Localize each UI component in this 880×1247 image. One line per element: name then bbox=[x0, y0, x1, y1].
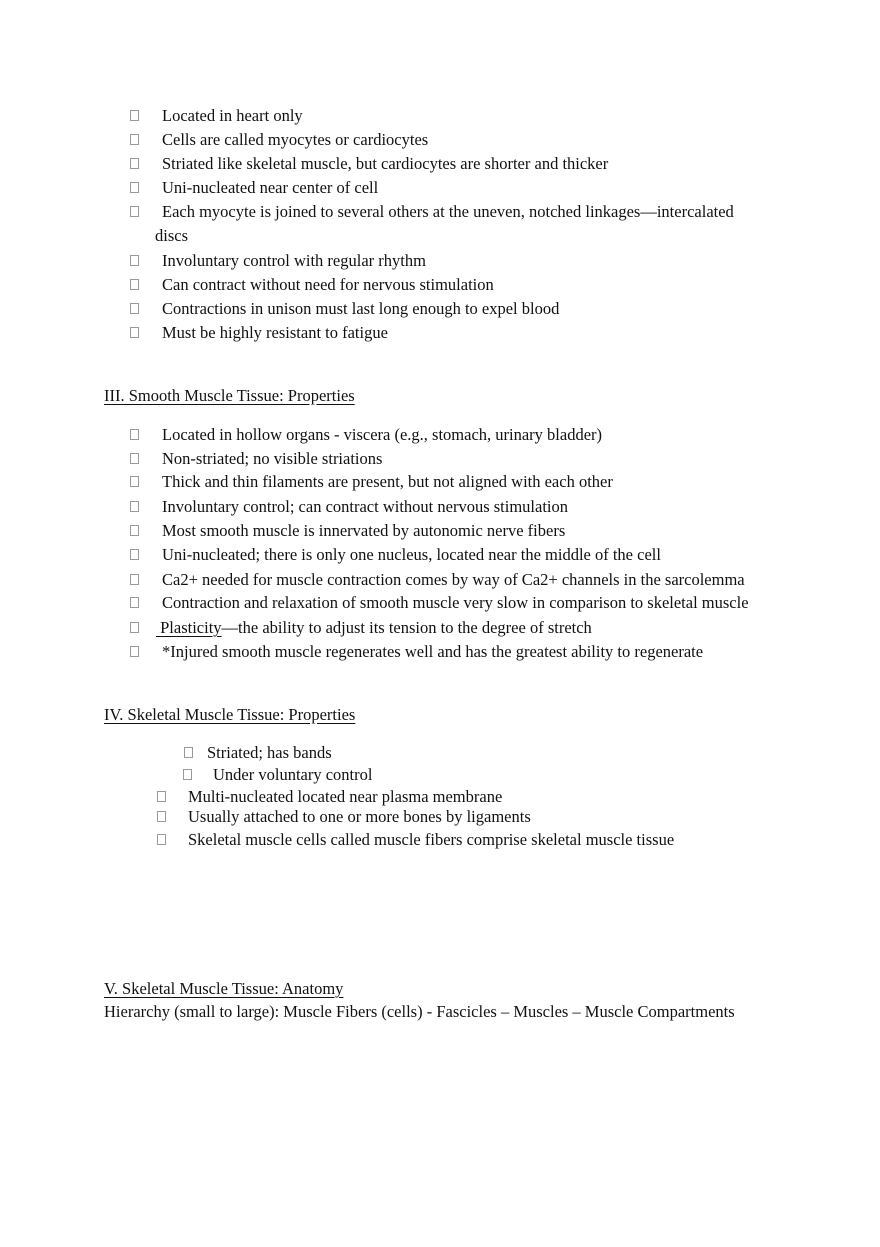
bullet-icon bbox=[130, 279, 139, 290]
bullet-icon bbox=[157, 834, 166, 845]
list-item: Cells are called myocytes or cardiocytes bbox=[162, 130, 429, 149]
bullet-icon bbox=[130, 429, 139, 440]
section-heading-smooth: III. Smooth Muscle Tissue: Properties bbox=[104, 386, 355, 405]
bullet-icon bbox=[157, 811, 166, 822]
list-item-plasticity bbox=[156, 618, 592, 638]
bullet-icon bbox=[130, 206, 139, 217]
section-heading-skeletal-anatomy: V. Skeletal Muscle Tissue: Anatomy bbox=[104, 979, 344, 998]
bullet-icon bbox=[130, 646, 139, 657]
bullet-icon bbox=[130, 453, 139, 464]
bullet-icon bbox=[130, 182, 139, 193]
bullet-icon bbox=[130, 501, 139, 512]
list-item: Skeletal muscle cells called muscle fibers comprise skeletal muscle tissue bbox=[188, 830, 675, 849]
list-item: Striated; has bands bbox=[207, 743, 332, 762]
bullet-icon bbox=[130, 476, 139, 487]
list-item: Striated like skeletal muscle, but cardiocytes are shorter and thicker bbox=[162, 154, 609, 173]
bullet-icon bbox=[130, 327, 139, 338]
bullet-icon bbox=[157, 791, 166, 802]
bullet-icon bbox=[130, 255, 139, 266]
list-item: Thick and thin filaments are present, but not aligned with each other bbox=[162, 472, 613, 491]
list-item: Most smooth muscle is innervated by autonomic nerve fibers bbox=[162, 521, 566, 540]
list-item: Usually attached to one or more bones by ligaments bbox=[188, 807, 531, 826]
list-item: Involuntary control with regular rhythm bbox=[162, 251, 426, 270]
section-heading-skeletal-properties: IV. Skeletal Muscle Tissue: Properties bbox=[104, 705, 356, 724]
bullet-icon bbox=[130, 574, 139, 585]
bullet-icon bbox=[130, 622, 139, 633]
list-item: Under voluntary control bbox=[213, 765, 373, 784]
bullet-icon bbox=[130, 158, 139, 169]
bullet-icon bbox=[130, 597, 139, 608]
plasticity-definition: —the ability to adjust its tension to the degree of stretch bbox=[221, 618, 592, 637]
list-item: Can contract without need for nervous stimulation bbox=[162, 275, 494, 294]
bullet-icon bbox=[130, 525, 139, 536]
bullet-icon bbox=[184, 747, 193, 758]
list-item: Non-striated; no visible striations bbox=[162, 449, 383, 468]
list-item-continuation: discs bbox=[155, 226, 188, 245]
bullet-icon bbox=[130, 110, 139, 121]
list-item: *Injured smooth muscle regenerates well and has the greatest ability to regenerate bbox=[162, 642, 704, 661]
bullet-icon bbox=[130, 549, 139, 560]
list-item: Uni-nucleated near center of cell bbox=[162, 178, 379, 197]
list-item: Contraction and relaxation of smooth muscle very slow in comparison to skeletal muscle bbox=[162, 593, 749, 612]
list-item: Involuntary control; can contract without nervous stimulation bbox=[162, 497, 568, 516]
list-item: Located in hollow organs - viscera (e.g., stomach, urinary bladder) bbox=[162, 425, 603, 444]
list-item: Multi-nucleated located near plasma membrane bbox=[188, 787, 503, 806]
bullet-icon bbox=[130, 303, 139, 314]
list-item: Uni-nucleated; there is only one nucleus, located near the middle of the cell bbox=[162, 545, 661, 564]
plasticity-term: Plasticity bbox=[160, 618, 222, 637]
hierarchy-text: Hierarchy (small to large): Muscle Fibers (cells) - Fascicles – Muscles – Muscle Compartments bbox=[104, 1002, 735, 1021]
list-item: Ca2+ needed for muscle contraction comes by way of Ca2+ channels in the sarcolemma bbox=[162, 570, 745, 589]
list-item: Each myocyte is joined to several others at the uneven, notched linkages—intercalated bbox=[162, 202, 734, 221]
list-item: Contractions in unison must last long enough to expel blood bbox=[162, 299, 560, 318]
bullet-icon bbox=[183, 769, 192, 780]
list-item: Located in heart only bbox=[162, 106, 303, 125]
bullet-icon bbox=[130, 134, 139, 145]
list-item: Must be highly resistant to fatigue bbox=[162, 323, 388, 342]
